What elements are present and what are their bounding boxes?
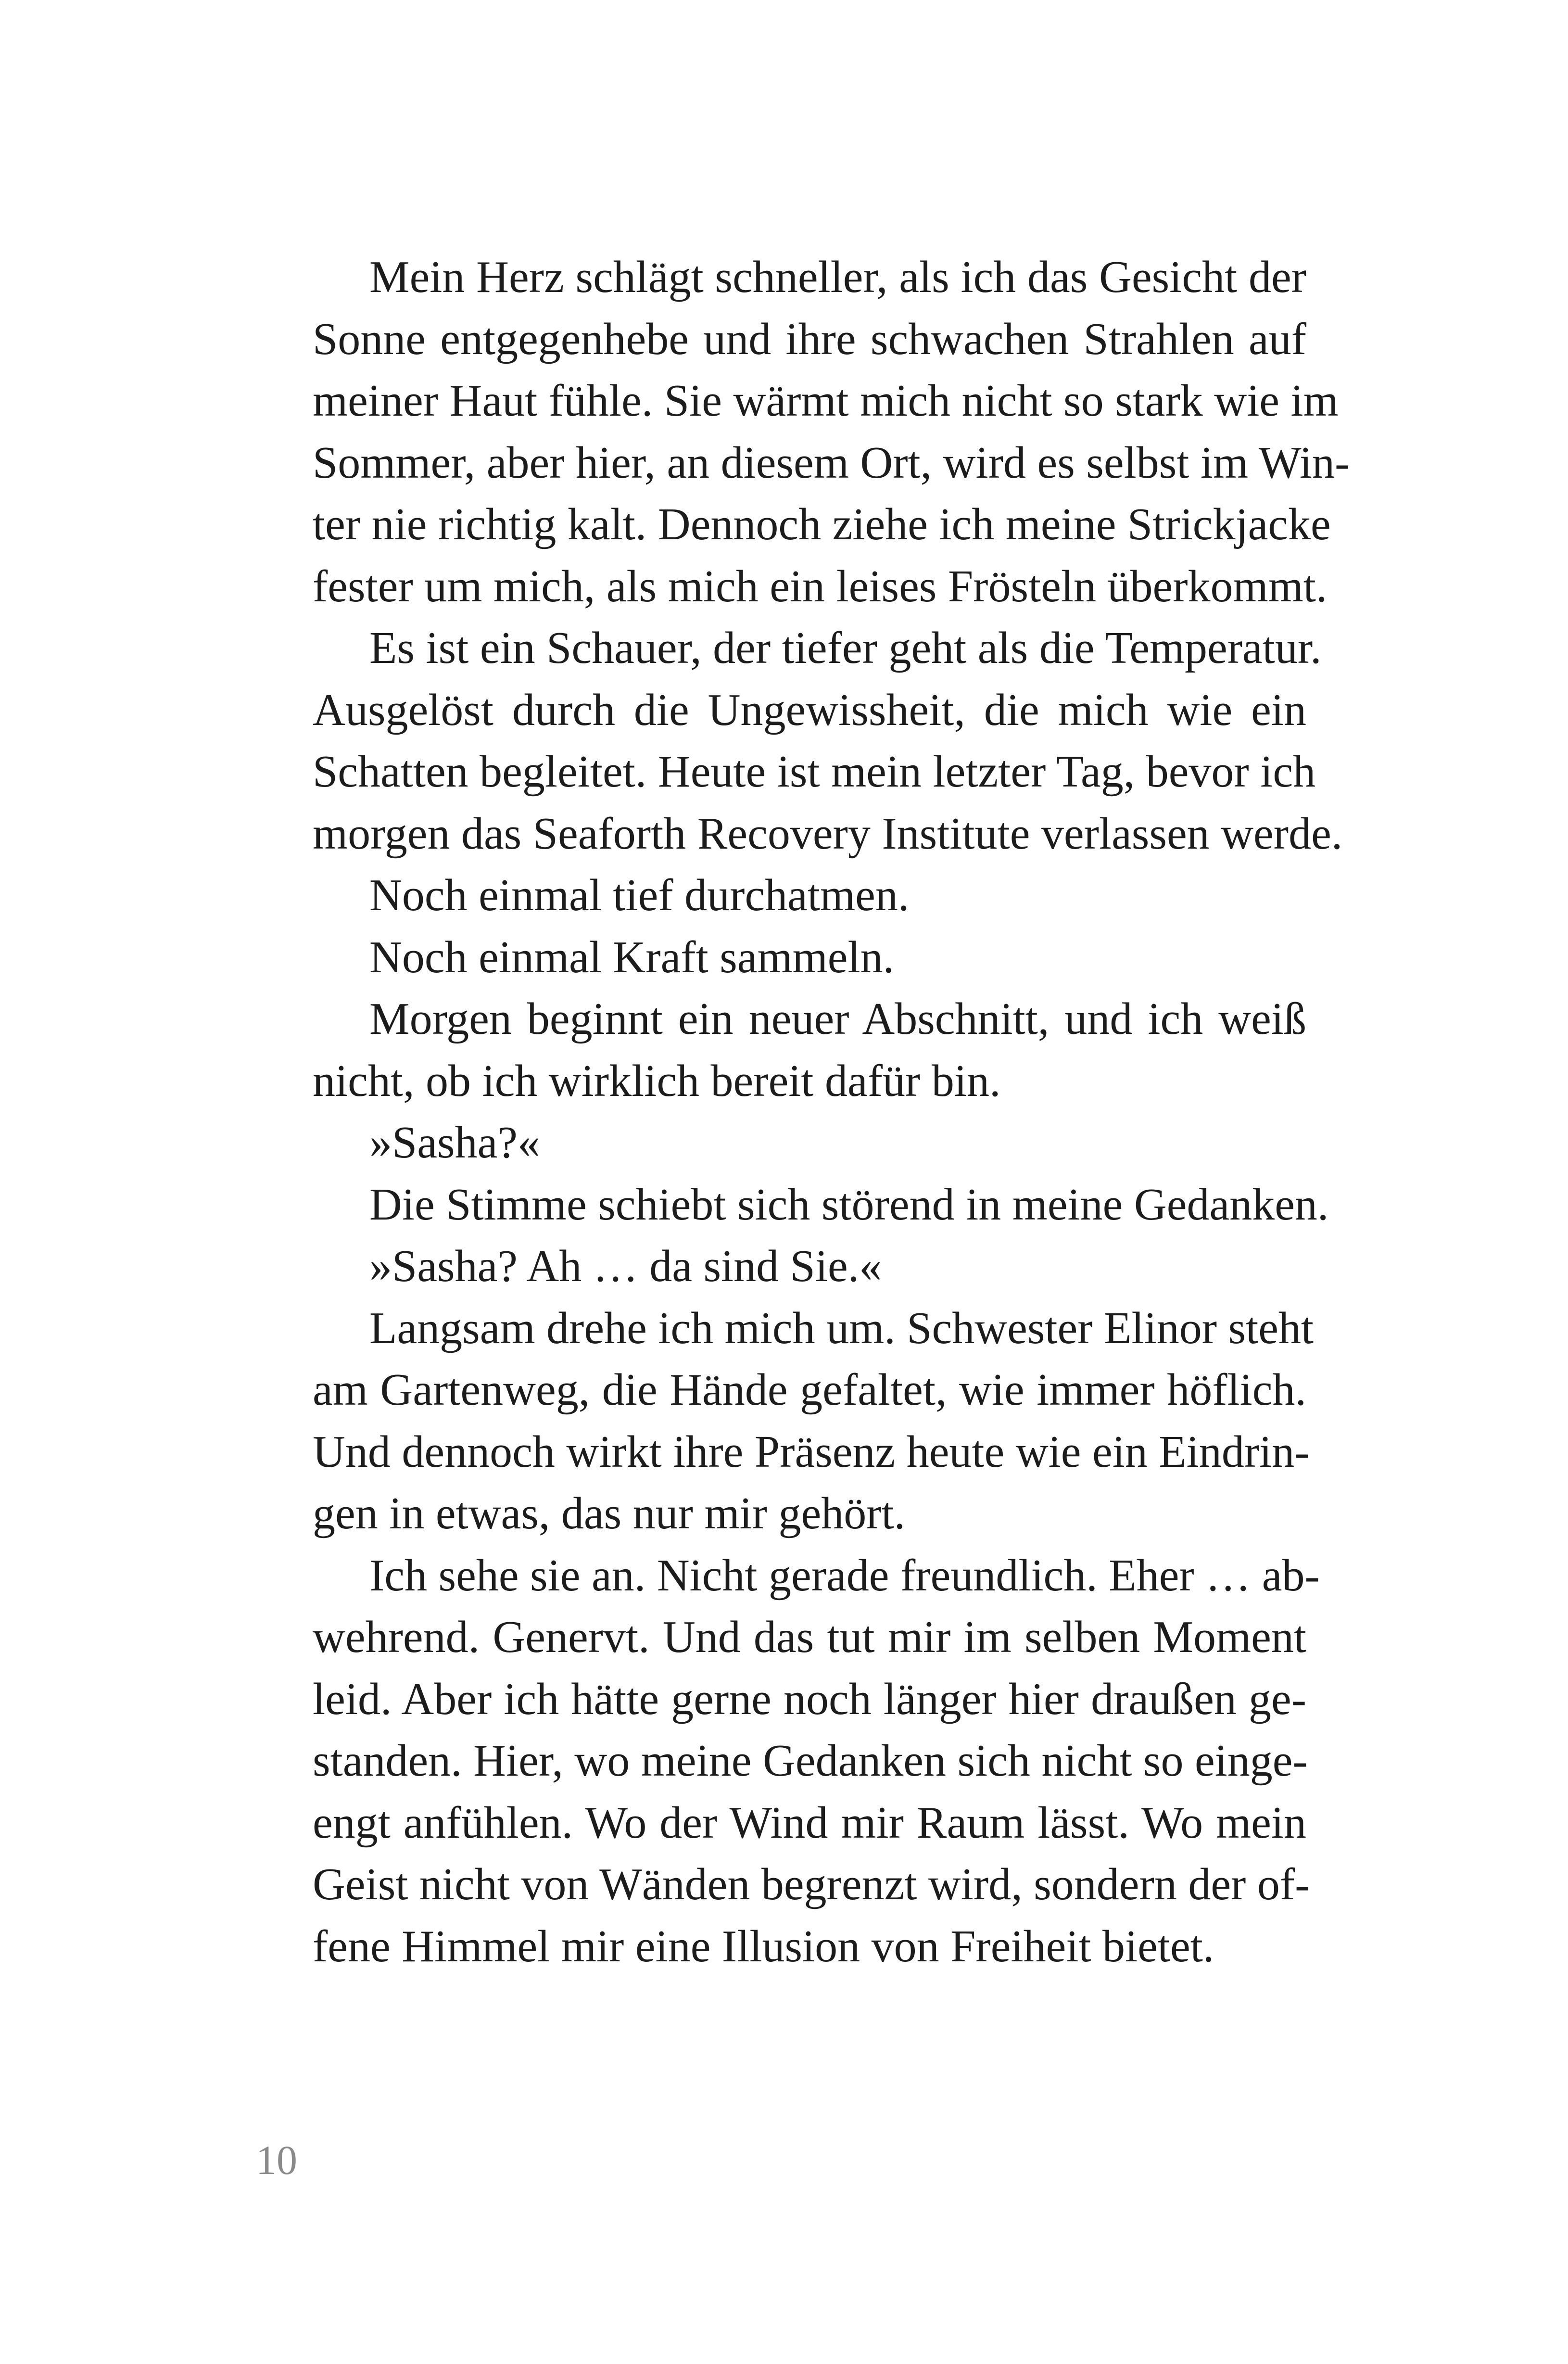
paragraph: [256, 1297, 1314, 1545]
text-line: leid. Aber ich hätte gerne noch länger hier draußen ge-: [313, 1674, 1306, 1724]
text-line: Geist nicht von Wänden begrenzt wird, sondern der of-: [313, 1859, 1310, 1909]
text-line: Die Stimme schiebt sich störend in meine Gedanken.: [369, 1179, 1329, 1230]
text-line: gen in etwas, das nur mir gehört.: [313, 1488, 906, 1538]
text-line: Es ist ein Schauer, der tiefer geht als die Temperatur.: [369, 623, 1322, 673]
text-line: morgen das Seaforth Recovery Institute verlassen werde.: [313, 808, 1343, 859]
paragraph: [256, 927, 1306, 989]
text-line: am Gartenweg, die Hände gefaltet, wie immer höflich.: [313, 1365, 1306, 1415]
text-line: fene Himmel mir eine Illusion von Freiheit bietet.: [313, 1921, 1214, 1971]
text-line: Ausgelöst durch die Ungewissheit, die mich wie ein: [313, 685, 1306, 735]
text-line: Morgen beginnt ein neuer Abschnitt, und ich weiß: [369, 994, 1306, 1044]
text-line: Sommer, aber hier, an diesem Ort, wird es selbst im Win-: [313, 437, 1350, 488]
paragraph: [256, 1112, 1306, 1174]
paragraph: [256, 988, 1306, 1112]
text-line: Mein Herz schlägt schneller, als ich das Gesicht der: [369, 252, 1306, 302]
text-line: »Sasha? Ah … da sind Sie.«: [369, 1241, 882, 1291]
text-line: Und dennoch wirkt ihre Präsenz heute wie ein Eindrin-: [313, 1426, 1310, 1477]
text-line: Schatten begleitet. Heute ist mein letzter Tag, bevor ich: [313, 747, 1316, 797]
paragraph: [256, 617, 1343, 864]
text-line: Sonne entgegenhebe und ihre schwachen Strahlen auf: [313, 314, 1306, 364]
text-line: fester um mich, als mich ein leises Frösteln überkommt.: [313, 561, 1328, 611]
paragraph: [256, 246, 1350, 617]
text-line: »Sasha?«: [369, 1118, 541, 1168]
text-line: Ich sehe sie an. Nicht gerade freundlich. Eher … ab-: [369, 1550, 1320, 1601]
text-line: nicht, ob ich wirklich bereit dafür bin.: [313, 1055, 1001, 1106]
paragraph: [256, 1545, 1320, 1978]
text-line: Langsam drehe ich mich um. Schwester Elinor steht: [369, 1303, 1314, 1353]
page-number: 10: [256, 2137, 297, 2183]
body-text: [256, 246, 1350, 1977]
text-line: engt anfühlen. Wo der Wind mir Raum lässt. Wo mein: [313, 1797, 1306, 1848]
paragraph: [256, 864, 1306, 927]
paragraph: [256, 1174, 1329, 1236]
text-line: Noch einmal tief durchatmen.: [369, 870, 910, 920]
text-line: Noch einmal Kraft sammeln.: [369, 932, 895, 982]
text-line: meiner Haut fühle. Sie wärmt mich nicht so stark wie im: [313, 376, 1339, 426]
text-line: ter nie richtig kalt. Dennoch ziehe ich meine Strickjacke: [313, 499, 1331, 549]
paragraph: [256, 1235, 1306, 1297]
text-line: wehrend. Genervt. Und das tut mir im selben Moment: [313, 1612, 1306, 1662]
text-line: standen. Hier, wo meine Gedanken sich nicht so einge-: [313, 1736, 1308, 1786]
